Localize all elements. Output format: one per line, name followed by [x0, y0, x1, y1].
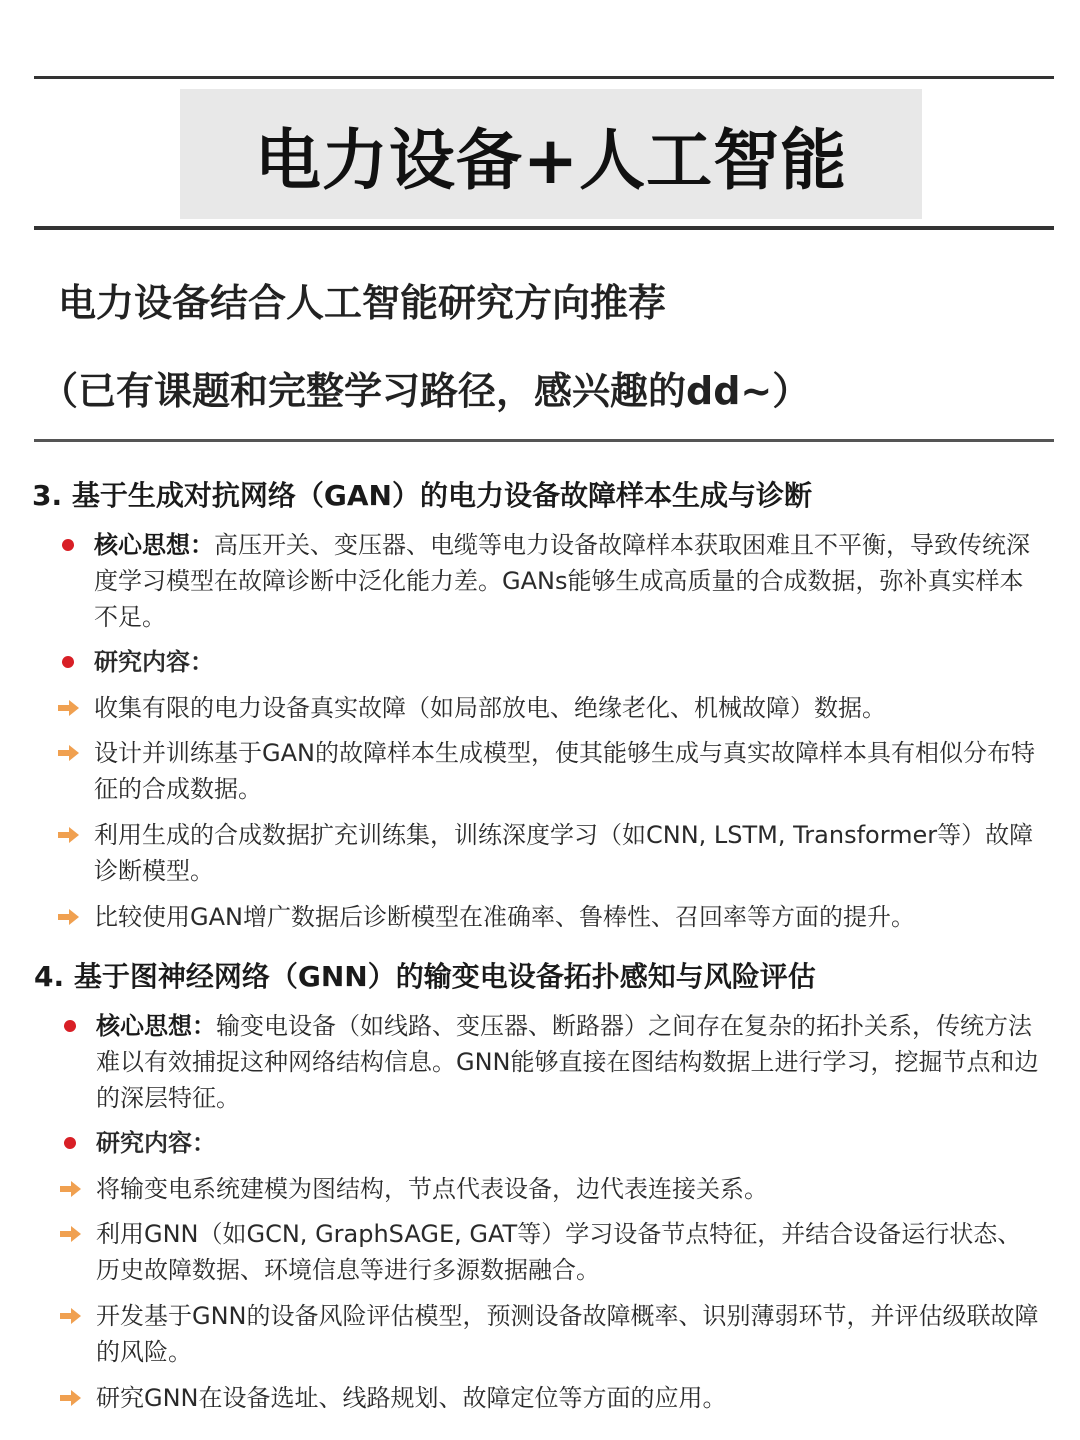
red-dot-icon: [60, 537, 75, 552]
list-item: 利用GNN（如GCN, GraphSAGE, GAT等）学习设备节点特征，并结合设备运行状态、历史故障数据、环境信息等进行多源数据融合。: [96, 1220, 1022, 1284]
orange-arrow-icon: [56, 699, 80, 717]
red-dot-icon: [60, 654, 75, 669]
orange-arrow-icon: [58, 1307, 82, 1325]
top-divider: [34, 76, 1054, 79]
section-divider: [34, 439, 1054, 442]
orange-arrow-icon: [58, 1389, 82, 1407]
list-item: 收集有限的电力设备真实故障（如局部放电、绝缘老化、机械故障）数据。: [94, 694, 886, 722]
list-item: 将输变电系统建模为图结构，节点代表设备，边代表连接关系。: [96, 1175, 768, 1203]
section-3-heading: 3. 基于生成对抗网络（GAN）的电力设备故障样本生成与诊断: [32, 479, 812, 512]
list-item: 设计并训练基于GAN的故障样本生成模型，使其能够生成与真实故障样本具有相似分布特征的合成数据。: [94, 739, 1035, 803]
title-banner: [180, 89, 922, 219]
orange-arrow-icon: [56, 744, 80, 762]
subtitle: 电力设备结合人工智能研究方向推荐: [58, 281, 667, 325]
core-text: 高压开关、变压器、电缆等电力设备故障样本获取困难且不平衡，导致传统深度学习模型在故障诊断中泛化能力差。GANs能够生成高质量的合成数据，弥补真实样本不足。: [94, 531, 1030, 631]
section-4-heading: 4. 基于图神经网络（GNN）的输变电设备拓扑感知与风险评估: [34, 960, 816, 993]
page-title: 电力设备+人工智能: [254, 121, 848, 199]
orange-arrow-icon: [56, 826, 80, 844]
section-3-core-idea: [94, 527, 1039, 635]
red-dot-icon: [62, 1018, 77, 1033]
title-divider: [34, 226, 1054, 230]
core-label: 核心思想：: [96, 1012, 216, 1040]
section-4-core-idea: [96, 1008, 1041, 1116]
orange-arrow-icon: [56, 908, 80, 926]
core-text: 输变电设备（如线路、变压器、断路器）之间存在复杂的拓扑关系，传统方法难以有效捕捉这种网络结构信息。GNN能够直接在图结构数据上进行学习，挖掘节点和边的深层特征。: [96, 1012, 1039, 1112]
core-label: 核心思想：: [94, 531, 214, 559]
subtitle-note: （已有课题和完整学习路径，感兴趣的dd~）: [40, 369, 811, 413]
list-item: 比较使用GAN增广数据后诊断模型在准确率、鲁棒性、召回率等方面的提升。: [94, 903, 915, 931]
orange-arrow-icon: [58, 1225, 82, 1243]
list-item: 开发基于GNN的设备风险评估模型，预测设备故障概率、识别薄弱环节，并评估级联故障的风险。: [96, 1302, 1039, 1366]
list-item: 利用生成的合成数据扩充训练集，训练深度学习（如CNN, LSTM, Transformer等）故障诊断模型。: [94, 821, 1034, 885]
section-4-content-label: 研究内容：: [96, 1129, 216, 1157]
section-3-content-label: 研究内容：: [94, 648, 214, 676]
list-item: 研究GNN在设备选址、线路规划、故障定位等方面的应用。: [96, 1384, 727, 1412]
orange-arrow-icon: [58, 1180, 82, 1198]
red-dot-icon: [62, 1135, 77, 1150]
